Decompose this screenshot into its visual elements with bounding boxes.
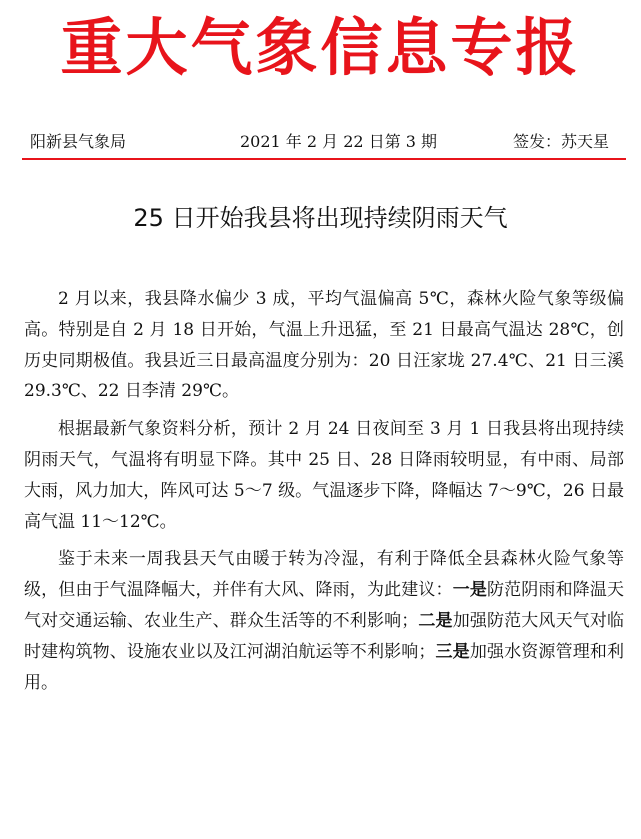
issue-date-number: 2021 年 2 月 22 日第 3 期 [240,132,438,151]
suggestion-3-text: 加强水资源管理和利用。 [24,641,625,693]
suggestion-3-lead: 三是 [435,641,470,662]
issue-meta-row [22,128,619,156]
paragraph-3 [24,544,624,698]
report-body [24,284,624,705]
masthead-title: 重大气象信息专报 [60,11,581,84]
paragraph-3-intro: 鉴于未来一周我县天气由暖于转为冷湿，有利于降低全县森林火险气象等级，但由于气温降幅大，并伴有大风、降雨，为此建议： [24,549,624,601]
suggestion-1-text: 防范阴雨和降温天气对交通运输、农业生产、群众生活等的不利影响； [24,580,625,631]
paragraph-1: 2 月以来，我县降水偏少 3 成，平均气温偏高 5℃，森林火险气象等级偏高。特别是自 2 月 18 日开始，气温上升迅猛，至 21 日最高气温达 28℃，创历史同期极值。我县近三日最高温度分别为：20 日汪家垅 27.4℃、21 日三溪 29.3℃、22 日李清 29℃。 [24,289,624,402]
suggestion-2-text: 加强防范大风天气对临时建构筑物、设施农业以及江河湖泊航运等不利影响； [24,610,625,662]
report-headline: 25 日开始我县将出现持续阴雨天气 [133,204,508,232]
signer-label: 签发：苏天星 [512,132,609,151]
suggestion-1-lead: 一是 [452,580,487,601]
suggestion-2-lead: 二是 [418,610,453,631]
red-divider-rule [22,158,626,160]
paragraph-2: 根据最新气象资料分析，预计 2 月 24 日夜间至 3 月 1 日我县将出现持续阴雨天气，气温将有明显下降。其中 25 日、28 日降雨较明显，有中雨、局部大雨，风力加大，阵风可达 5～7 级。气温逐步下降，降幅达 7～9℃，26 日最高气温 11～12℃。 [24,419,624,532]
issuer-label: 阳新县气象局 [30,132,127,151]
